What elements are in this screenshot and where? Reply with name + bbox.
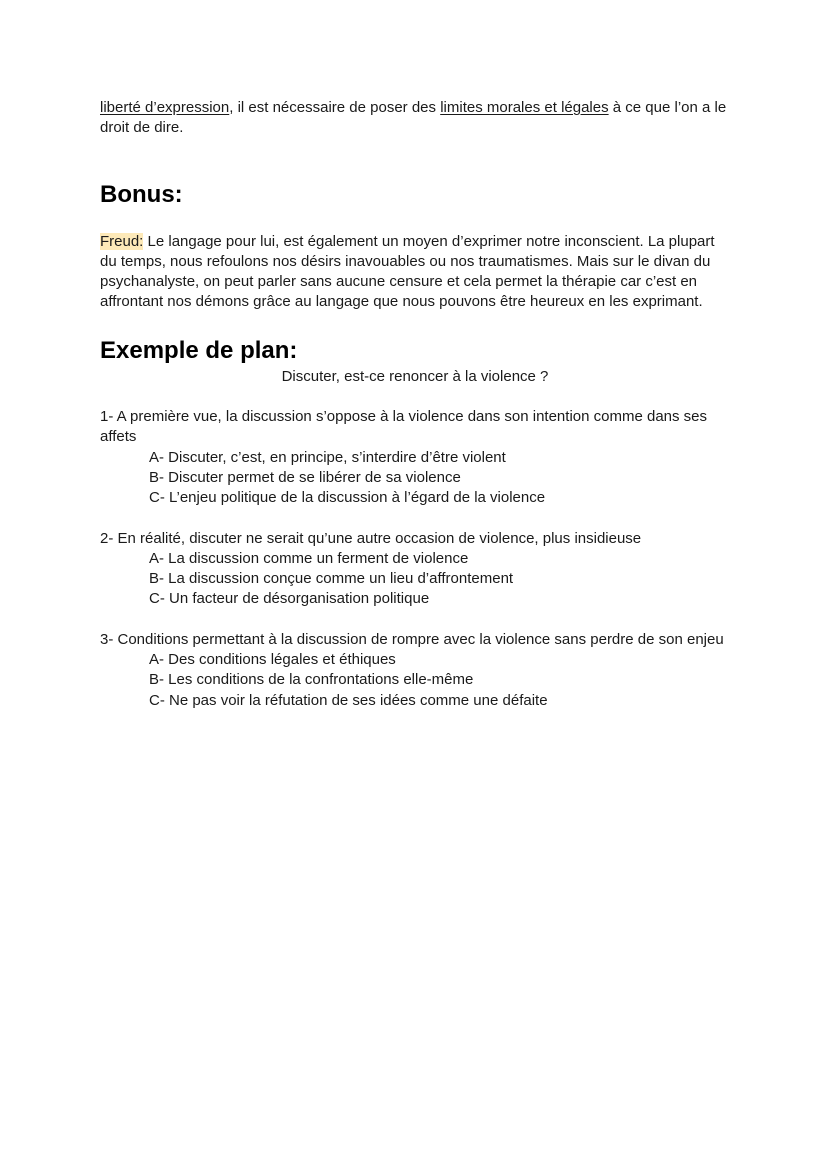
plan-heading: Exemple de plan: [100, 336, 298, 364]
plan-part-2 [100, 529, 730, 610]
intro-paragraph [100, 98, 730, 139]
bonus-text: Le langage pour lui, est également un moyen d’exprimer notre inconscient. La plupart du temps, nous refoulons nos désirs inavouables ou nos traumatismes. Mais sur le divan du psychanalyste, on peut parler sans aucune censure et cela permet la thérapie car c’est en affrontant nos démons grâce au langage que nous pouvons être heureux en les exprimant. [100, 232, 715, 311]
plan-subject: Discuter, est-ce renoncer à la violence ? [281, 367, 549, 385]
plan-part-3 [100, 630, 730, 711]
list-item: A- La discussion comme un ferment de violence [149, 549, 469, 567]
underlined-term-limites: limites morales et légales [440, 99, 609, 116]
list-item: C- L’enjeu politique de la discussion à l’égard de la violence [149, 489, 546, 507]
list-item: A- Des conditions légales et éthiques [149, 651, 396, 669]
list-item: A- Discuter, c’est, en principe, s’interdire d’être violent [149, 448, 506, 466]
list-item: C- Ne pas voir la réfutation de ses idées comme une défaite [149, 691, 548, 709]
list-item: B- Les conditions de la confrontations elle-même [149, 671, 474, 689]
list-item: B- La discussion conçue comme un lieu d’affrontement [149, 570, 514, 588]
list-item: B- Discuter permet de se libérer de sa violence [149, 468, 461, 486]
document-page [100, 98, 730, 711]
intro-text-2: à ce que l’on a le droit de dire. [100, 99, 727, 137]
plan-part-1 [100, 407, 730, 508]
sub-list [100, 448, 730, 509]
intro-text-1: , il est nécessaire de poser des [229, 99, 441, 116]
list-item: C- Un facteur de désorganisation politique [149, 590, 430, 608]
underlined-term-liberte: liberté d’expression [100, 99, 230, 116]
part-title: 3- Conditions permettant à la discussion de rompre avec la violence sans perdre de son enjeu [100, 630, 724, 648]
bonus-paragraph [100, 232, 730, 313]
part-title: 2- En réalité, discuter ne serait qu’une autre occasion de violence, plus insidieuse [100, 529, 642, 547]
sub-list [100, 549, 730, 610]
bonus-heading: Bonus: [100, 180, 183, 208]
plan-parts [100, 407, 730, 711]
sub-list [100, 650, 730, 711]
highlighted-author: Freud: [100, 232, 144, 250]
part-title: 1- A première vue, la discussion s’oppose à la violence dans son intention comme dans ses affets [100, 408, 708, 446]
